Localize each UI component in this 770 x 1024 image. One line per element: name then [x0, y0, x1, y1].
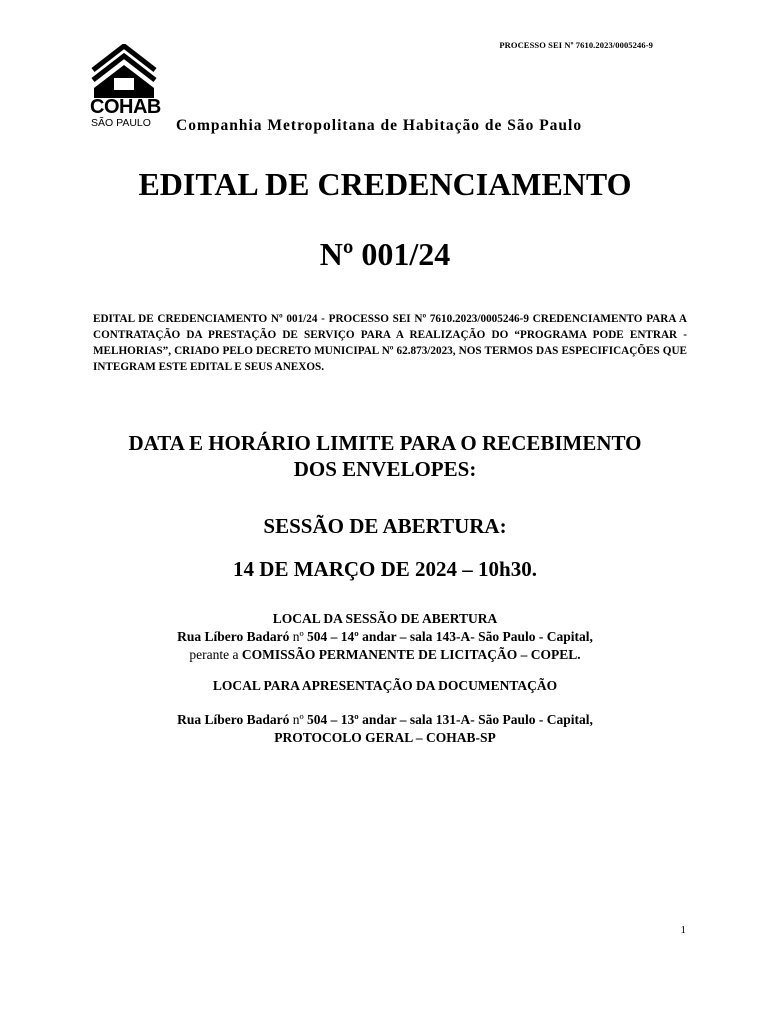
opening-location-committee: COMISSÃO PERMANENTE DE LICITAÇÃO – COPEL. [241, 647, 581, 662]
documentation-location-address: 504 – 13º andar – sala 131-A- São Paulo - Capital, [307, 712, 593, 727]
documentation-location-street: Rua Líbero Badaró [177, 712, 290, 727]
opening-location-address: 504 – 14º andar – sala 143-A- São Paulo - Capital, [307, 629, 593, 644]
logo-brand-text: COHAB [90, 96, 161, 118]
documentation-location-title: LOCAL PARA APRESENTAÇÃO DA DOCUMENTAÇÃO [212, 678, 558, 693]
opening-location [0, 610, 770, 664]
cohab-logo [90, 44, 161, 130]
opening-location-no-label: nº [292, 629, 304, 644]
document-summary: EDITAL DE CREDENCIAMENTO Nº 001/24 - PROCESSO SEI Nº 7610.2023/0005246-9 CREDENCIAMENTO PARA A CONTRATAÇÃO DA PRESTAÇÃO DE SERVIÇO PARA A REALIZAÇÃO DO “PROGRAMA PODE ENTRAR - MELHORIAS”, CRIADO PELO DECRETO MUNICIPAL Nº 62.873/2023, NOS TERMOS DAS ESPECIFICAÇÕES QUE INTEGRAM ESTE EDITAL E SEUS ANEXOS. [93, 313, 687, 373]
opening-location-street: Rua Líbero Badaró [177, 629, 290, 644]
opening-location-title: LOCAL DA SESSÃO DE ABERTURA [272, 611, 498, 626]
deadline-line-2: DOS ENVELOPES: [293, 457, 477, 481]
process-number-header: PROCESSO SEI Nº 7610.2023/0005246-9 [499, 40, 653, 50]
deadline-line-1: DATA E HORÁRIO LIMITE PARA O RECEBIMENTO [128, 431, 642, 455]
deadline-heading [0, 430, 770, 482]
document-number: Nº 001/24 [319, 236, 451, 272]
opening-location-before: perante a [189, 647, 239, 662]
opening-session-title: SESSÃO DE ABERTURA: [263, 514, 507, 538]
opening-session-date: 14 DE MARÇO DE 2024 – 10h30. [233, 557, 537, 581]
documentation-location [0, 711, 770, 747]
document-title: EDITAL DE CREDENCIAMENTO [138, 166, 632, 202]
company-name: Companhia Metropolitana de Habitação de São Paulo [176, 117, 583, 134]
documentation-location-no-label: nº [292, 712, 304, 727]
documentation-protocol: PROTOCOLO GERAL – COHAB-SP [274, 730, 496, 745]
logo-city-text: SÃO PAULO [91, 117, 151, 129]
page-number: 1 [680, 924, 686, 936]
